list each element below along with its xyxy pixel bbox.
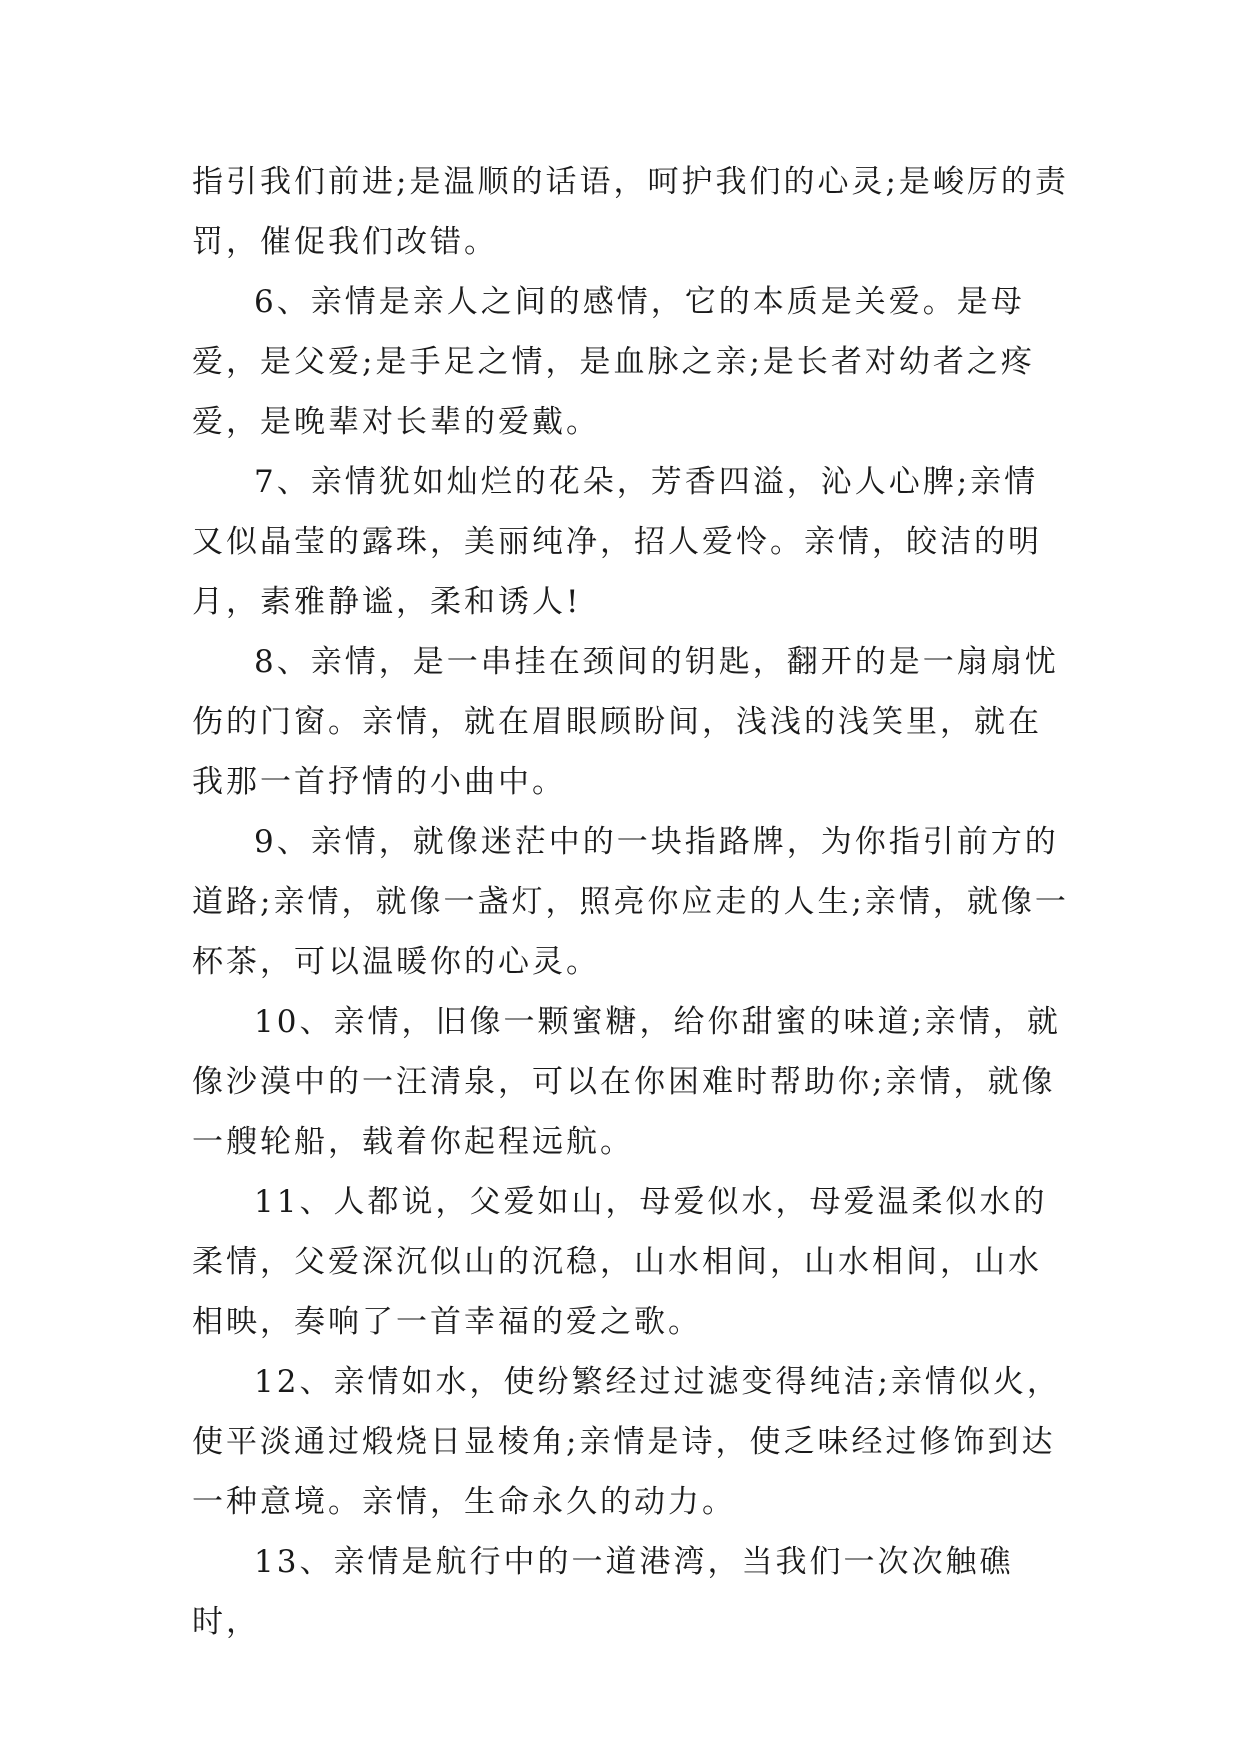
paragraph: 13、亲情是航行中的一道港湾，当我们一次次触礁时， [192, 1544, 1014, 1640]
document-body [192, 152, 1072, 1652]
paragraph: 12、亲情如水，使纷繁经过过滤变得纯洁;亲情似火，使平淡通过煅烧日显棱角;亲情是诗，使乏味经过修饰到达一种意境。亲情，生命永久的动力。 [192, 1364, 1061, 1520]
paragraph: 9、亲情，就像迷茫中的一块指路牌，为你指引前方的道路;亲情，就像一盏灯，照亮你应走的人生;亲情，就像一杯茶，可以温暖你的心灵。 [192, 824, 1069, 980]
paragraph: 11、人都说，父爱如山，母爱似水，母爱温柔似水的柔情，父爱深沉似山的沉稳，山水相间，山水相间，山水相映，奏响了一首幸福的爱之歌。 [192, 1184, 1048, 1340]
paragraph: 指引我们前进;是温顺的话语，呵护我们的心灵;是峻厉的责罚，催促我们改错。 [192, 164, 1069, 260]
paragraph: 6、亲情是亲人之间的感情，它的本质是关爱。是母爱，是父爱;是手足之情，是血脉之亲;是长者对幼者之疼爱，是晚辈对长辈的爱戴。 [192, 284, 1035, 440]
paragraph: 7、亲情犹如灿烂的花朵，芳香四溢，沁人心脾;亲情又似晶莹的露珠，美丽纯净，招人爱怜。亲情，皎洁的明月，素雅静谧，柔和诱人! [192, 464, 1042, 620]
paragraph: 10、亲情，旧像一颗蜜糖，给你甜蜜的味道;亲情，就像沙漠中的一汪清泉，可以在你困难时帮助你;亲情，就像一艘轮船，载着你起程远航。 [192, 1004, 1061, 1160]
paragraph: 8、亲情，是一串挂在颈间的钥匙，翻开的是一扇扇忧伤的门窗。亲情，就在眉眼顾盼间，浅浅的浅笑里，就在我那一首抒情的小曲中。 [192, 644, 1059, 800]
